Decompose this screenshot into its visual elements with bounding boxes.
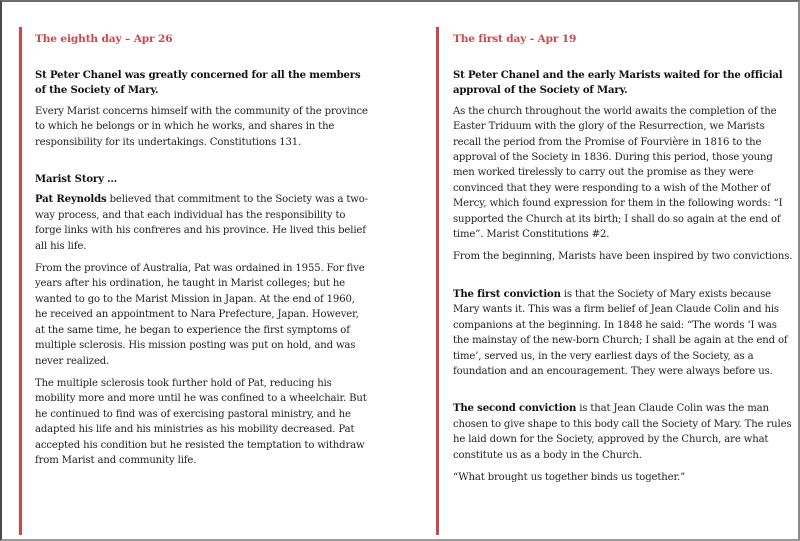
day-title: The eighth day – Apr 26 — [35, 33, 173, 45]
story-paragraph-1-text: believed that commitment to the Society was a two-way process, and that each individual has the responsibility to forge links with his confreres and his province. He lived this belief all his life. — [35, 194, 368, 252]
left-page-accent-rule — [19, 27, 22, 535]
lead-statement: St Peter Chanel and the early Marists waited for the official approval of the Society of Mary. — [453, 70, 783, 97]
right-page-content — [453, 32, 793, 492]
second-conviction-label: The second conviction — [453, 403, 577, 415]
second-conviction-text: is that Jean Claude Colin was the man chosen to give shape to this body call the Society of Mary. The rules he laid down for the Society, approved by the Church, are what constitute us as a body in the Church. — [453, 403, 792, 461]
first-conviction-paragraph — [453, 287, 793, 379]
paragraph-2: From the beginning, Marists have been inspired by two convictions. — [453, 251, 793, 263]
story-heading: Marist Story … — [35, 174, 118, 186]
second-conviction-paragraph — [453, 401, 793, 463]
constitution-text: Every Marist concerns himself with the community of the province to which he belongs or in which he works, and shares in the responsibility for its undertakings. Constitutions 131. — [35, 105, 368, 148]
left-page-content — [35, 32, 370, 475]
story-paragraph-3: The multiple sclerosis took further hold of Pat, reducing his mobility more and more until he was confined to a wheelchair. But he continued to find was of exercising pastoral ministry, and he adapted his life and his ministries as his mobility decreased. Pat accepted his condition but he resisted the temptation to withdraw from Marist and community life. — [35, 377, 367, 466]
story-paragraph-1 — [35, 192, 370, 254]
first-conviction-text: is that the Society of Mary exists because Mary wants it. This was a firm belief of Jean Claude Colin and his companions at the beginning. In 1848 he said: “The words ‘I was the mainstay of the new-born Church; I shall be again at the end of time’, served us, in the very earliest days of the Society, as a foundation and an encouragement. They were always before us. — [453, 288, 788, 377]
lead-statement: St Peter Chanel was greatly concerned for all the members of the Society of Mary. — [35, 70, 361, 97]
right-page-accent-rule — [436, 27, 439, 535]
paragraph-1: As the church throughout the world awaits the completion of the Easter Triduum with the glory of the Resurrection, we Marists recall the period from the Promise of Fourvière in 1816 to the approval of the Society in 1836. During this period, those young men worked tirelessly to carry out the promise as they were convinced that they were responding to a wish of the Mother of Mercy, which found expression for them in the following words: “I supported the Church at its birth; I shall do so again at the end of time”. Marist Constitutions #2. — [453, 105, 783, 241]
story-paragraph-2: From the province of Australia, Pat was ordained in 1955. For five years after his ordination, he taught in Marist colleges; but he wanted to go to the Marist Mission in Japan. At the end of 1960, he received an appointment to Nara Prefecture, Japan. However, at the same time, he began to experience the first symptoms of multiple sclerosis. His mission posting was put on hold, and was never realized. — [35, 263, 365, 367]
right-page — [418, 0, 800, 541]
day-title: The first day - Apr 19 — [453, 33, 577, 45]
closing-quote: “What brought us together binds us together.” — [453, 471, 686, 483]
first-conviction-label: The first conviction — [453, 288, 561, 300]
story-name: Pat Reynolds — [35, 194, 107, 206]
